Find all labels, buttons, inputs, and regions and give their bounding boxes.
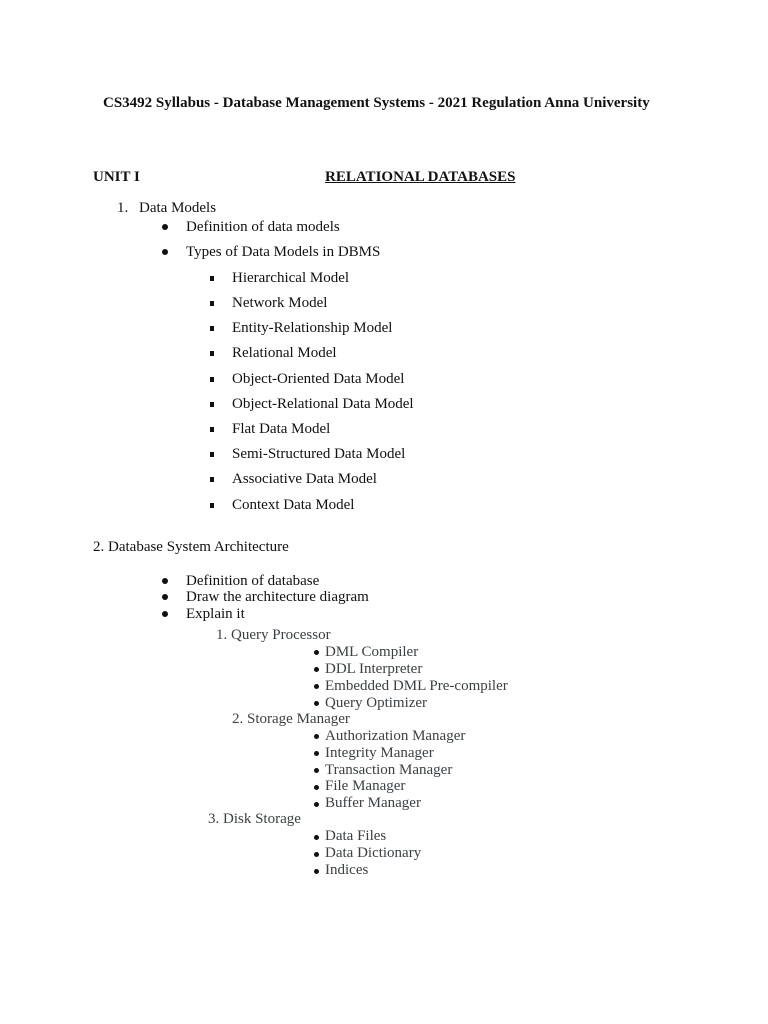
list-item: File Manager	[325, 778, 406, 794]
square-bullet-icon	[210, 301, 214, 306]
bullet-icon	[314, 852, 319, 857]
unit-label: UNIT I	[93, 169, 140, 185]
bullet-icon	[314, 667, 319, 672]
list-item: Relational Model	[232, 345, 337, 361]
bullet-icon	[162, 249, 168, 255]
bullet-icon	[314, 768, 319, 773]
bullet-icon	[314, 684, 319, 689]
square-bullet-icon	[210, 276, 214, 281]
sublist-heading: 2. Storage Manager	[232, 711, 350, 727]
list-item: Data Dictionary	[325, 845, 422, 861]
list-item: Indices	[325, 862, 369, 878]
list-item: Integrity Manager	[325, 745, 434, 761]
list-item: Hierarchical Model	[232, 270, 350, 286]
list-item: DDL Interpreter	[325, 661, 423, 677]
document-title: CS3492 Syllabus - Database Management Systems - 2021 Regulation Anna University	[103, 95, 650, 111]
list-item: Query Optimizer	[325, 695, 428, 711]
list-item: Semi-Structured Data Model	[232, 446, 406, 462]
section1-heading: Data Models	[139, 200, 217, 216]
square-bullet-icon	[210, 477, 214, 482]
list-item: Context Data Model	[232, 497, 355, 513]
section1-number: 1.	[117, 200, 129, 216]
list-item: Definition of data models	[186, 219, 340, 235]
square-bullet-icon	[210, 503, 214, 508]
bullet-icon	[162, 578, 168, 584]
bullet-icon	[314, 650, 319, 655]
list-item: Flat Data Model	[232, 421, 331, 437]
list-item: Data Files	[325, 828, 387, 844]
list-item: Types of Data Models in DBMS	[186, 244, 381, 260]
bullet-icon	[314, 802, 319, 807]
sublist-heading: 1. Query Processor	[216, 627, 331, 643]
square-bullet-icon	[210, 427, 214, 432]
list-item: Explain it	[186, 606, 245, 622]
list-item: Draw the architecture diagram	[186, 589, 369, 605]
list-item: Authorization Manager	[325, 728, 466, 744]
list-item: Object-Relational Data Model	[232, 396, 414, 412]
square-bullet-icon	[210, 351, 214, 356]
bullet-icon	[162, 224, 168, 230]
bullet-icon	[162, 594, 168, 600]
square-bullet-icon	[210, 452, 214, 457]
bullet-icon	[314, 701, 319, 706]
list-item: Definition of database	[186, 573, 320, 589]
list-item: Transaction Manager	[325, 762, 453, 778]
square-bullet-icon	[210, 326, 214, 331]
bullet-icon	[314, 785, 319, 790]
square-bullet-icon	[210, 402, 214, 407]
square-bullet-icon	[210, 377, 214, 382]
bullet-icon	[314, 869, 319, 874]
unit-title: RELATIONAL DATABASES	[325, 169, 516, 185]
bullet-icon	[314, 734, 319, 739]
sublist-heading: 3. Disk Storage	[208, 811, 301, 827]
list-item: Associative Data Model	[232, 471, 377, 487]
section2-heading: 2. Database System Architecture	[93, 539, 289, 555]
list-item: Buffer Manager	[325, 795, 421, 811]
bullet-icon	[314, 751, 319, 756]
list-item: Network Model	[232, 295, 328, 311]
bullet-icon	[162, 611, 168, 617]
bullet-icon	[314, 835, 319, 840]
list-item: Entity-Relationship Model	[232, 320, 393, 336]
list-item: Object-Oriented Data Model	[232, 371, 405, 387]
list-item: DML Compiler	[325, 644, 419, 660]
list-item: Embedded DML Pre-compiler	[325, 678, 508, 694]
